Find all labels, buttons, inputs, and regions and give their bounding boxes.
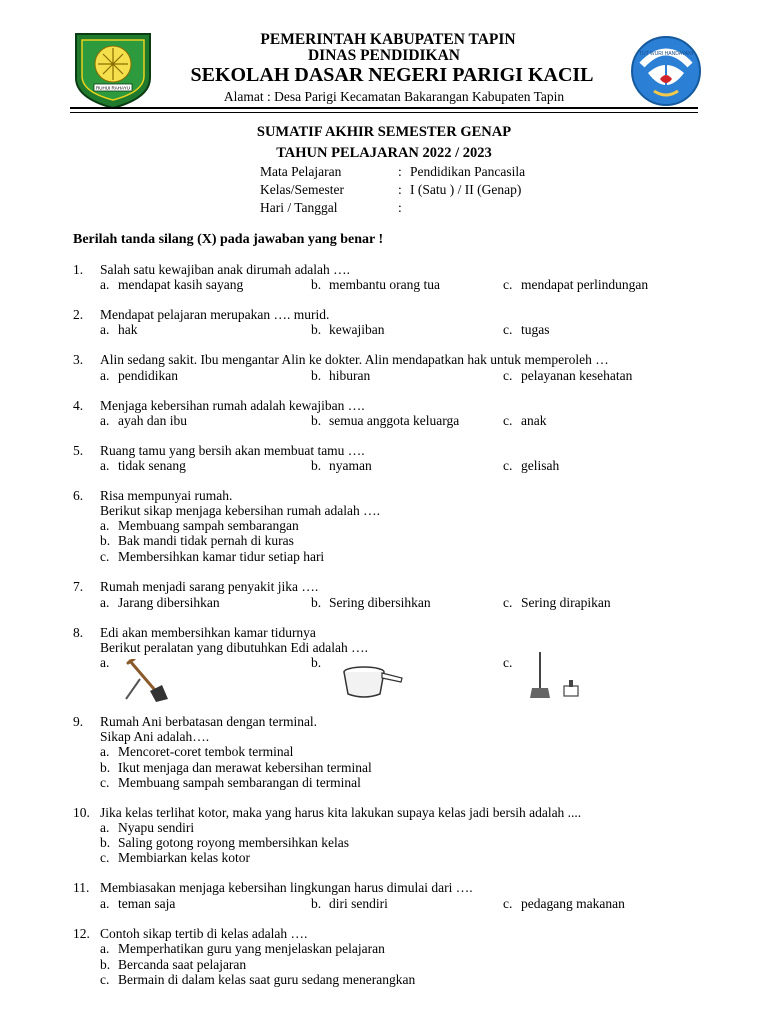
question-text: Salah satu kewajiban anak dirumah adalah …. xyxy=(100,262,351,277)
option-letter: c. xyxy=(100,549,110,564)
question-number: 10. xyxy=(73,805,90,820)
option-text: mendapat perlindungan xyxy=(521,277,649,292)
department-line: DINAS PENDIDIKAN xyxy=(307,47,460,64)
option[interactable] xyxy=(311,896,388,912)
info-label: Mata Pelajaran xyxy=(260,164,342,179)
option-text: tidak senang xyxy=(118,458,186,473)
option-text: mendapat kasih sayang xyxy=(118,277,244,292)
option-letter: b. xyxy=(100,533,111,548)
instruction: Berilah tanda silang (X) pada jawaban yang benar ! xyxy=(73,232,384,247)
header-rule-thin xyxy=(70,112,698,113)
header-rule-thick xyxy=(70,107,698,109)
info-label: Hari / Tanggal xyxy=(260,200,338,215)
option-text: pelayanan kesehatan xyxy=(521,368,633,383)
option-text: Saling gotong royong membersihkan kelas xyxy=(118,835,349,850)
option[interactable] xyxy=(100,595,220,611)
option-text: Bercanda saat pelajaran xyxy=(118,957,247,972)
option[interactable] xyxy=(503,458,559,474)
option-text: teman saja xyxy=(118,896,176,911)
option-text: Membersihkan kamar tidur setiap hari xyxy=(118,549,325,564)
option-letter: c. xyxy=(503,595,513,610)
option-letter: c. xyxy=(100,972,110,987)
question-number: 7. xyxy=(73,579,84,594)
question-text: Rumah Ani berbatasan dengan terminal. xyxy=(100,714,318,729)
option[interactable] xyxy=(100,850,250,866)
option[interactable] xyxy=(311,458,372,474)
option[interactable] xyxy=(311,413,459,429)
option-letter: b. xyxy=(311,655,322,670)
dustpan-icon[interactable] xyxy=(342,664,404,705)
option-letter: a. xyxy=(100,413,110,428)
option[interactable] xyxy=(100,413,187,429)
question-text: Risa mempunyai rumah. xyxy=(100,488,233,503)
option-text: gelisah xyxy=(521,458,560,473)
option-text: Jarang dibersihkan xyxy=(118,595,220,610)
option-letter: a. xyxy=(100,744,110,759)
option[interactable] xyxy=(100,820,194,836)
option-text: Sering dirapikan xyxy=(521,595,611,610)
option-text: Nyapu sendiri xyxy=(118,820,195,835)
option[interactable] xyxy=(503,595,611,611)
option-letter: c. xyxy=(503,277,513,292)
school-name: SEKOLAH DASAR NEGERI PARIGI KACIL xyxy=(190,64,594,86)
option-letter: b. xyxy=(311,368,322,383)
question-text: Rumah menjadi sarang penyakit jika …. xyxy=(100,579,319,594)
option-letter: b. xyxy=(311,277,322,292)
question-text: Alin sedang sakit. Ibu mengantar Alin ke dokter. Alin mendapatkan hak untuk memperoleh … xyxy=(100,352,609,367)
info-sep: : xyxy=(398,182,402,197)
question-text: Membiasakan menjaga kebersihan lingkungan harus dimulai dari …. xyxy=(100,880,473,895)
option-text: hak xyxy=(118,322,138,337)
option-text: hiburan xyxy=(329,368,371,383)
option-letter: c. xyxy=(503,458,513,473)
option[interactable] xyxy=(311,655,329,671)
option[interactable] xyxy=(100,972,415,988)
broom-icon[interactable] xyxy=(518,650,584,705)
option[interactable] xyxy=(100,760,372,776)
question-number: 6. xyxy=(73,488,84,503)
option[interactable] xyxy=(311,277,440,293)
question-text: Menjaga kebersihan rumah adalah kewajiban …. xyxy=(100,398,365,413)
option[interactable] xyxy=(503,368,632,384)
info-sep: : xyxy=(398,200,402,215)
option[interactable] xyxy=(100,957,246,973)
info-value: Pendidikan Pancasila xyxy=(410,164,526,179)
option[interactable] xyxy=(311,368,370,384)
option-letter: a. xyxy=(100,322,110,337)
question-number: 11. xyxy=(73,880,90,895)
option-letter: a. xyxy=(100,941,110,956)
option-text: Bermain di dalam kelas saat guru sedang menerangkan xyxy=(118,972,416,987)
option-text: nyaman xyxy=(329,458,372,473)
option-text: Membuang sampah sembarangan xyxy=(118,518,299,533)
option-text: pedagang makanan xyxy=(521,896,625,911)
question-number: 2. xyxy=(73,307,84,322)
option-letter: c. xyxy=(503,896,513,911)
option-letter: b. xyxy=(311,896,322,911)
option-text: Bak mandi tidak pernah di kuras xyxy=(118,533,294,548)
option[interactable] xyxy=(100,775,361,791)
option-letter: b. xyxy=(100,835,111,850)
question-number: 4. xyxy=(73,398,84,413)
question-number: 5. xyxy=(73,443,84,458)
question-number: 12. xyxy=(73,926,90,941)
option-letter: c. xyxy=(503,368,513,383)
question-text: Sikap Ani adalah…. xyxy=(100,729,210,744)
option-letter: b. xyxy=(311,322,322,337)
option-letter: b. xyxy=(100,760,111,775)
option-letter: a. xyxy=(100,820,110,835)
option[interactable] xyxy=(100,458,186,474)
option-letter: a. xyxy=(100,655,110,670)
question-text: Berikut peralatan yang dibutuhkan Edi adalah …. xyxy=(100,640,369,655)
option-letter: c. xyxy=(503,413,513,428)
exam-year: TAHUN PELAJARAN 2022 / 2023 xyxy=(276,145,492,161)
question-number: 1. xyxy=(73,262,84,277)
option-text: Membiarkan kelas kotor xyxy=(118,850,250,865)
option[interactable] xyxy=(503,322,550,338)
question-text: Ruang tamu yang bersih akan membuat tamu …. xyxy=(100,443,365,458)
option-text: kewajiban xyxy=(329,322,385,337)
option[interactable] xyxy=(100,277,243,293)
question-number: 9. xyxy=(73,714,84,729)
question-text: Jika kelas terlihat kotor, maka yang harus kita lakukan supaya kelas jadi bersih adalah .... xyxy=(100,805,582,820)
question-text: Contoh sikap tertib di kelas adalah …. xyxy=(100,926,308,941)
option-text: Mencoret-coret tembok terminal xyxy=(118,744,294,759)
option[interactable] xyxy=(100,368,178,384)
option[interactable] xyxy=(100,744,293,760)
info-label: Kelas/Semester xyxy=(260,182,344,197)
option-text: membantu orang tua xyxy=(329,277,440,292)
question-text: Berikut sikap menjaga kebersihan rumah adalah …. xyxy=(100,503,381,518)
option-text: Memperhatikan guru yang menjelaskan pelajaran xyxy=(118,941,385,956)
option[interactable] xyxy=(311,595,431,611)
question-number: 3. xyxy=(73,352,84,367)
option[interactable] xyxy=(100,655,118,671)
option-letter: a. xyxy=(100,277,110,292)
option-text: ayah dan ibu xyxy=(118,413,187,428)
option-text: Ikut menjaga dan merawat kebersihan terminal xyxy=(118,760,372,775)
question-number: 8. xyxy=(73,625,84,640)
option[interactable] xyxy=(100,518,299,534)
option-text: Membuang sampah sembarangan di terminal xyxy=(118,775,361,790)
option-letter: c. xyxy=(100,850,110,865)
option-letter: c. xyxy=(503,322,513,337)
left-logo-text: RUHUI RAHAYU xyxy=(96,85,130,91)
option[interactable] xyxy=(311,322,384,338)
option-letter: a. xyxy=(100,518,110,533)
option[interactable] xyxy=(100,533,294,549)
option-letter: a. xyxy=(100,368,110,383)
shovel-icon[interactable] xyxy=(124,659,170,708)
question-text: Mendapat pelajaran merupakan …. murid. xyxy=(100,307,330,322)
exam-title: SUMATIF AKHIR SEMESTER GENAP xyxy=(256,124,512,140)
question-text: Edi akan membersihkan kamar tidurnya xyxy=(100,625,316,640)
government-line: PEMERINTAH KABUPATEN TAPIN xyxy=(260,31,516,48)
option[interactable] xyxy=(503,413,546,429)
right-logo-text: TUT WURI HANDAYANI xyxy=(638,51,694,57)
option-letter: b. xyxy=(311,458,322,473)
option[interactable] xyxy=(503,277,648,293)
option-letter: b. xyxy=(100,957,111,972)
option-text: diri sendiri xyxy=(329,896,388,911)
option-text: anak xyxy=(521,413,547,428)
school-address: Alamat : Desa Parigi Kecamatan Bakarangan Kabupaten Tapin xyxy=(223,89,565,104)
option-letter: a. xyxy=(100,458,110,473)
option[interactable] xyxy=(100,322,138,338)
option-letter: a. xyxy=(100,595,110,610)
option[interactable] xyxy=(100,896,175,912)
option-letter: c. xyxy=(100,775,110,790)
option-letter: a. xyxy=(100,896,110,911)
info-value: I (Satu ) / II (Genap) xyxy=(410,182,522,197)
option-letter: b. xyxy=(311,413,322,428)
option-text: Sering dibersihkan xyxy=(329,595,431,610)
option-text: semua anggota keluarga xyxy=(329,413,460,428)
info-sep: : xyxy=(398,164,402,179)
option-text: pendidikan xyxy=(118,368,178,383)
option-letter: b. xyxy=(311,595,322,610)
option[interactable] xyxy=(100,941,385,957)
option-text: tugas xyxy=(521,322,550,337)
option-letter: c. xyxy=(503,655,513,670)
option[interactable] xyxy=(100,549,324,565)
option[interactable] xyxy=(503,896,625,912)
option[interactable] xyxy=(100,835,349,851)
